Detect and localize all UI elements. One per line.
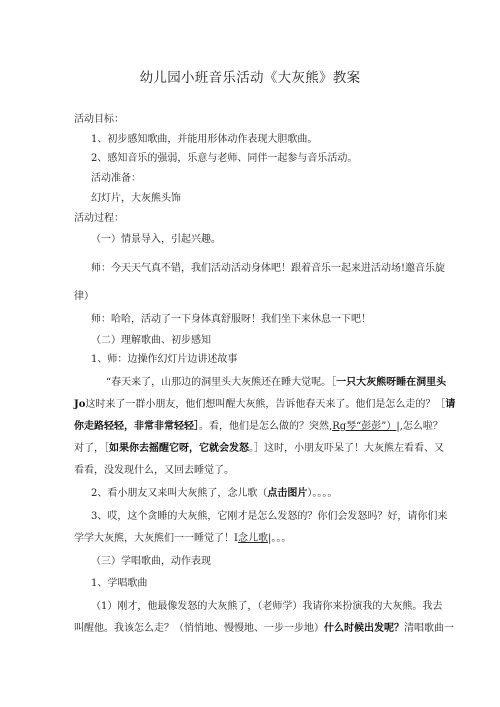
story-line-1: [106, 376, 446, 389]
learn-text: 清唱歌曲一: [404, 623, 454, 634]
prep-item: 幻灯片，大灰熊头饰: [91, 193, 181, 204]
document-title: 幼儿园小班音乐活动《大灰熊》教案: [139, 70, 361, 86]
goal-2: 2、感知音乐的强弱，乐意与老师、同伴一起参与音乐活动。: [91, 153, 358, 164]
prep-heading: 活动准备：: [91, 173, 141, 184]
story-bold: 你走路轻轻，非常非常轻轻］: [74, 421, 199, 432]
learn-paragraph-line-2: [74, 622, 454, 635]
sub-item-3-underlined: 念儿歌: [237, 533, 268, 544]
step-1-heading: （一）情景导入，引起兴趣。: [91, 234, 221, 245]
goal-1: 1、初步感知歌曲，并能用形体动作表现大胆歌曲。: [91, 134, 318, 145]
sub-item-3-line-1: 3、哎，这个贪睡的大灰熊，它刚才是怎么发怒的？你们会发怒吗？好，请你们来: [91, 511, 448, 522]
sub-item-2-bold: 点击图片: [267, 488, 308, 499]
process-heading: 活动过程：: [74, 213, 124, 224]
sub-item-2: [91, 487, 337, 500]
sub-item-1: 1、师：边操作幻灯片边讲述故事: [91, 354, 238, 365]
sub-item-3-text: 学学大灰熊，大灰熊们一一睡觉了！I: [74, 533, 238, 544]
goals-heading: 活动目标：: [74, 114, 124, 125]
story-bold: 请: [445, 399, 456, 410]
story-line-3: [74, 420, 443, 433]
story-text: |,怎么啦？: [396, 421, 443, 432]
story-text: 。看，他们是怎么做的？突然,: [199, 421, 333, 432]
paragraph-1-line-1: 师：今天天气真不错，我们活动活动身体吧！跟着音乐一起来进活动场!邀音乐旋: [91, 263, 446, 274]
story-underlined: Rg琴“彭彭”）: [332, 421, 397, 432]
story-text: 。］这时，小朋友吓呆了！大灰熊左看看、又: [249, 443, 444, 454]
step-3-heading: （三）学唱歌曲，动作表现: [91, 556, 211, 567]
sub-item-2-text: 2、看小朋友又来叫大灰熊了，念儿歌（: [91, 488, 268, 499]
story-line-2: [74, 398, 455, 411]
story-line-4: [74, 442, 444, 455]
learn-item-1: 1、学唱歌曲: [91, 578, 148, 589]
sub-item-2-text: ）。。。。: [307, 488, 338, 499]
story-text: “春天来了，山那边的洞里头大灰熊还在睡大觉呢。［: [106, 377, 337, 388]
story-text: 这时来了一群小朋友，他们想叫醒大灰熊，告诉他春天来了。他们是怎么走的？［: [85, 399, 446, 410]
story-line-5: 看看，没发现什么，又回去睡觉了。: [74, 465, 234, 476]
paragraph-1-line-2: 律）: [74, 291, 94, 302]
paragraph-2: 师：哈哈，活动了一下身体真舒服呀！我们坐下来休息一下吧！: [91, 314, 371, 325]
sub-item-3-line-2: [74, 532, 291, 545]
learn-bold: 什么时候出发呢？: [324, 623, 404, 634]
learn-paragraph-line-1: （1）刚才，他最像发怒的大灰熊了，（老师学）我请你来扮演我的大灰熊。我去: [91, 601, 443, 612]
learn-text: 叫醒他。我该怎么走？（悄悄地、慢慢地、一步一步地）: [74, 623, 324, 634]
step-2-heading: （二）理解歌曲、初步感知: [91, 335, 211, 346]
story-text: 对了，［: [74, 443, 109, 454]
sub-item-3-text: |。。。: [267, 533, 292, 544]
story-bold: Jo: [74, 399, 86, 410]
story-bold: 如果你去摇醒它呀，它就会发怒: [109, 443, 249, 454]
story-bold: 一只大灰熊呀睡在洞里头: [336, 377, 447, 388]
